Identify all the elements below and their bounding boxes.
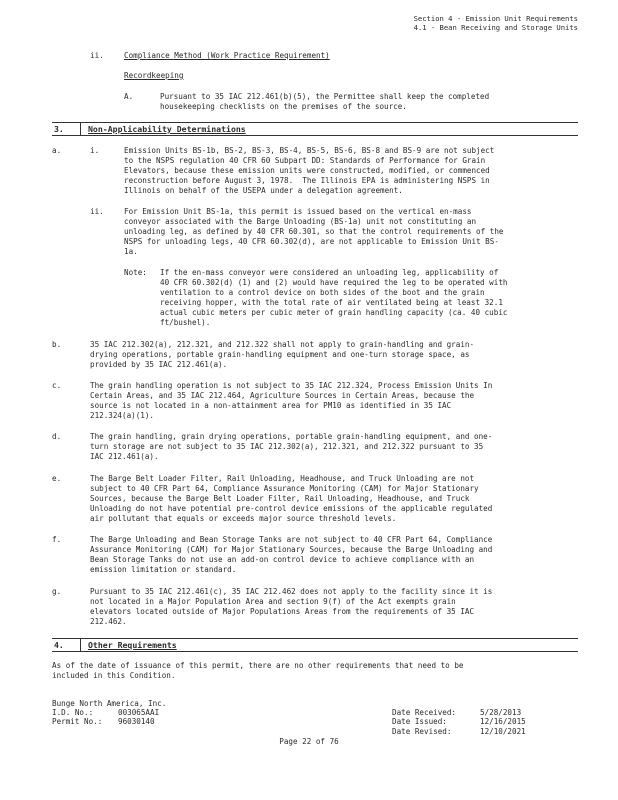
item-e-letter: e.: [52, 474, 62, 483]
header-subsection-title: 4.1 - Bean Receiving and Storage Units: [413, 23, 578, 32]
item-f-line-1: The Barge Unloading and Bean Storage Tanks are not subject to 40 CFR Part 64, Compliance: [90, 535, 493, 544]
note-line-5: actual cubic meters per cubic meter of grain handling capacity (ca. 40 cubic: [160, 308, 508, 317]
item-g-line-3: elevators located outside of Major Populations Areas from the requirements of 35 IAC: [90, 607, 475, 616]
note-label: Note:: [124, 268, 147, 277]
item-b-line-2: drying operations, portable grain-handling equipment and one-turn storage space, as: [90, 350, 470, 359]
footer-company: Bunge North America, Inc.: [52, 699, 167, 708]
item-a-i-line-3: Elevators, because these emission units were constructed, modified, or commenced: [124, 166, 490, 175]
section-4-line-1: As of the date of issuance of this permit, there are no other requirements that need to be: [52, 661, 464, 670]
footer-id-label: I.D. No.:: [52, 708, 94, 717]
footer-permit-value: 96030140: [118, 717, 155, 726]
item-a-ii-line-4: NSPS for unloading legs, 40 CFR 60.302(d), are not applicable to Emission Unit BS-: [124, 237, 499, 246]
item-f-line-2: Assurance Monitoring (CAM) for Major Stationary Sources, because the Barge Unloading and: [90, 545, 493, 554]
note-line-2: 40 CFR 60.302(d) (1) and (2) would have required the leg to be operated with: [160, 278, 508, 287]
item-a-i-line-4: reconstruction before August 3, 1978. The Illinois EPA is administering NSPS in: [124, 176, 490, 185]
item-g-line-4: 212.462.: [90, 617, 127, 626]
section-4-divider: [80, 638, 81, 651]
item-a-i-line-2: to the NSPS regulation 40 CFR 60 Subpart DD: Standards of Performance for Grain: [124, 156, 486, 165]
item-d-letter: d.: [52, 432, 62, 441]
footer-received-value: 5/28/2013: [480, 708, 522, 717]
footer-permit-label: Permit No.:: [52, 717, 103, 726]
footer-revised-label: Date Revised:: [392, 727, 452, 736]
item-g-line-2: not located in a Major Population Area and section 9(f) of the Act exempts grain: [90, 597, 456, 606]
section-3-number: 3.: [54, 124, 64, 134]
item-e-line-5: air pollutant that equals or exceeds major source threshold levels.: [90, 514, 397, 523]
item-c-line-4: 212.324(a)(1).: [90, 411, 155, 420]
item-e-line-4: Unloading do not have potential pre-control device emissions of the applicable regulated: [90, 504, 493, 513]
item-a-i-number: i.: [90, 146, 100, 155]
item-d-line-3: IAC 212.461(a).: [90, 452, 159, 461]
section-4-title: Other Requirements: [88, 640, 177, 650]
item-a-i-line-5: Illinois on behalf of the USEPA under a delegation agreement.: [124, 186, 403, 195]
item-e-line-1: The Barge Belt Loader Filter, Rail Unloading, Headhouse, and Truck Unloading are not: [90, 474, 475, 483]
item-c-line-3: source is not located in a non-attainment area for PM10 as identified in 35 IAC: [90, 401, 452, 410]
item-f-line-3: Bean Storage Tanks do not use an add-on control device to achieve compliance with an: [90, 555, 475, 564]
compliance-item-letter: A.: [124, 92, 134, 101]
footer-received-label: Date Received:: [392, 708, 457, 717]
section-3-divider: [80, 122, 81, 135]
note-line-1: If the en-mass conveyor were considered an unloading leg, applicability of: [160, 268, 499, 277]
section-4-number: 4.: [54, 640, 64, 650]
item-a-ii-number: ii.: [90, 207, 104, 216]
item-g-line-1: Pursuant to 35 IAC 212.461(c), 35 IAC 212.462 does not apply to the facility since it is: [90, 587, 493, 596]
footer-issued-value: 12/16/2015: [480, 717, 526, 726]
section-4-line-2: included in this Condition.: [52, 671, 176, 680]
item-b-line-1: 35 IAC 212.302(a), 212.321, and 212.322 shall not apply to grain-handling and grain-: [90, 340, 475, 349]
compliance-title: Compliance Method (Work Practice Requirement): [124, 51, 330, 60]
item-c-line-1: The grain handling operation is not subject to 35 IAC 212.324, Process Emission Units In: [90, 381, 493, 390]
footer-id-value: 003065AAI: [118, 708, 160, 717]
note-line-3: ventilation to a control device on both sides of the boot and the grain: [160, 288, 485, 297]
section-3-title: Non-Applicability Determinations: [88, 124, 246, 134]
page-number: Page 22 of 76: [279, 737, 339, 746]
item-f-letter: f.: [52, 535, 62, 544]
item-c-letter: c.: [52, 381, 62, 390]
note-line-6: ft/bushel).: [160, 318, 211, 327]
item-e-line-3: Sources, because the Barge Belt Loader Filter, Rail Unloading, Headhouse, and Truck: [90, 494, 470, 503]
compliance-item-line-2: housekeeping checklists on the premises of the source.: [160, 102, 407, 111]
section-3-heading: [52, 122, 578, 136]
item-b-line-3: provided by 35 IAC 212.461(a).: [90, 360, 228, 369]
item-e-line-2: subject to 40 CFR Part 64, Compliance Assurance Monitoring (CAM) for Major Stationary: [90, 484, 479, 493]
compliance-number: ii.: [90, 51, 104, 60]
footer-issued-label: Date Issued:: [392, 717, 447, 726]
item-d-line-2: turn storage are not subject to 35 IAC 212.302(a), 212.321, and 212.322 pursuant to 35: [90, 442, 484, 451]
compliance-item-line-1: Pursuant to 35 IAC 212.461(b)(5), the Permittee shall keep the completed: [160, 92, 490, 101]
item-b-letter: b.: [52, 340, 62, 349]
header-section-title: Section 4 - Emission Unit Requirements: [413, 14, 578, 23]
note-line-4: receiving hopper, with the total rate of air ventilated being at least 32.1: [160, 298, 503, 307]
compliance-subtitle: Recordkeeping: [124, 71, 184, 80]
item-c-line-2: Certain Areas, and 35 IAC 212.464, Agriculture Sources in Certain Areas, because the: [90, 391, 475, 400]
item-a-i-line-1: Emission Units BS-1b, BS-2, BS-3, BS-4, BS-5, BS-6, BS-8 and BS-9 are not subject: [124, 146, 495, 155]
section-4-heading: [52, 638, 578, 652]
item-a-ii-line-5: 1a.: [124, 247, 138, 256]
item-d-line-1: The grain handling, grain drying operations, portable grain-handling equipment, and one-: [90, 432, 493, 441]
item-a-ii-line-2: conveyor associated with the Barge Unloading (BS-1a) unit not constituting an: [124, 217, 477, 226]
item-g-letter: g.: [52, 587, 62, 596]
item-a-ii-line-3: unloading leg, as defined by 40 CFR 60.301, so that the control requirements of the: [124, 227, 504, 236]
footer-revised-value: 12/10/2021: [480, 727, 526, 736]
item-a-letter: a.: [52, 146, 62, 155]
item-f-line-4: emission limitation or standard.: [90, 565, 237, 574]
item-a-ii-line-1: For Emission Unit BS-1a, this permit is issued based on the vertical en-mass: [124, 207, 472, 216]
